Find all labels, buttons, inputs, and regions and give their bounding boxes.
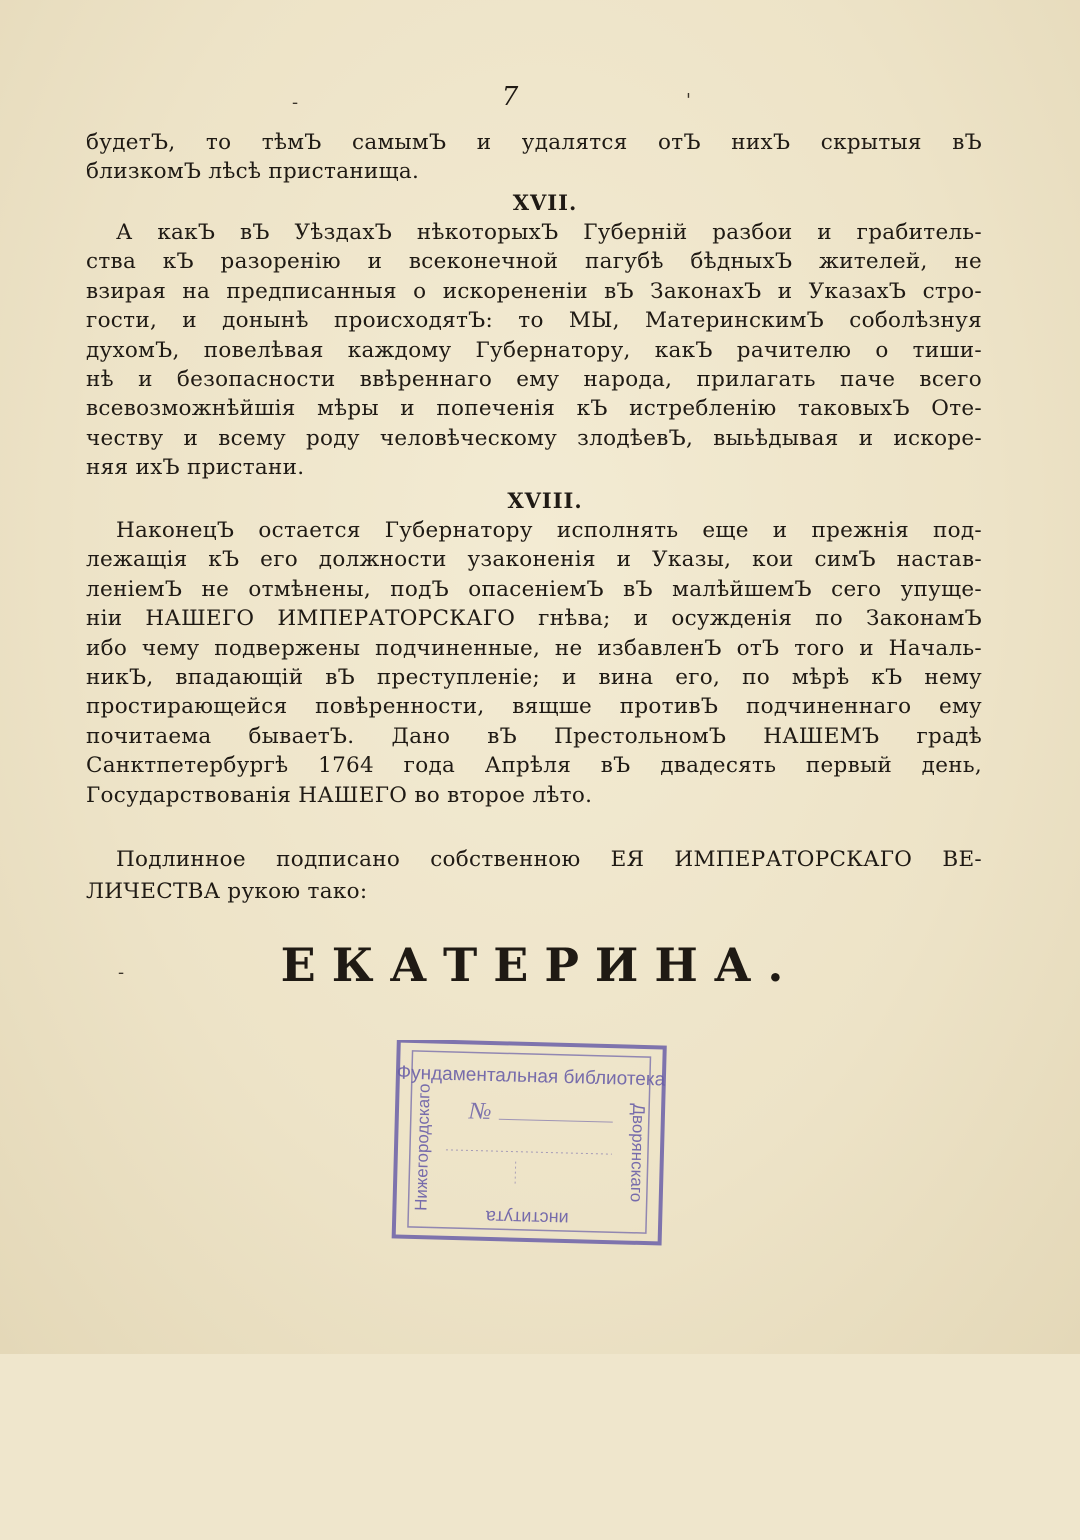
text-line: ства кЪ разоренію и всеконечной пагубѣ бѣдныхЪ жителей, не [86, 249, 982, 275]
text-line: ибо чему подвержены подчиненные, не избавленЪ отЪ того и Началь- [86, 635, 982, 661]
text-line: ніи НАШЕГО ИМПЕРАТОРСКАГО гнѣва; и осужденія по ЗаконамЪ [86, 606, 982, 632]
text-line: близкомЪ лѣсѣ пристанища. [86, 159, 420, 185]
stamp-top-text: Фундаментальная библиотека [396, 1062, 666, 1091]
text-line: почитаема бываетЪ. Дано вЪ ПрестольномЪ НАШЕМЪ градѣ [86, 723, 982, 749]
text-line: духомЪ, повелѣвая каждому Губернатору, какЪ рачителю о тиши- [86, 337, 982, 363]
text-line: Подлинное подписано собственною ЕЯ ИМПЕРАТОРСКАГО ВЕ- [116, 847, 982, 872]
text-line: всевозможнѣйшія мѣры и попеченія кЪ истребленію таковыхЪ Оте- [86, 396, 982, 422]
text-line: Государствованія НАШЕГО во второе лѣто. [86, 782, 593, 808]
text-line: взирая на предписанныя о искорененіи вЪ ЗаконахЪ и УказахЪ стро- [86, 278, 982, 304]
paragraph-continuation [86, 128, 982, 187]
stamp-dotted-line [446, 1150, 612, 1154]
text-line: няя ихЪ пристани. [86, 455, 305, 481]
text-line: Санктпетербургѣ 1764 года Апрѣля вЪ двадесять первый день, [86, 753, 982, 779]
page-mark-left: - [292, 92, 299, 113]
stamp-bottom-text: института [485, 1206, 569, 1230]
text-line: НаконецЪ остается Губернатору исполнять еще и прежнія под- [116, 518, 982, 543]
text-line: ЛИЧЕСТВА рукою тако: [86, 879, 368, 904]
section-heading-18: XVIII. [507, 488, 583, 513]
text-line: гости, и донынѣ происходятЪ: то МЫ, МатеринскимЪ соболѣзнуя [86, 308, 982, 334]
text-line: нѣ и безопасности ввѣреннаго ему народа, прилагать паче всего [86, 367, 982, 393]
page-mark-right: ' [686, 90, 691, 111]
stamp-number-label: № [468, 1098, 492, 1126]
paragraph-section-18 [86, 516, 982, 810]
library-stamp [390, 1040, 668, 1540]
stamp-number-line [499, 1119, 613, 1122]
signature-note [86, 844, 982, 908]
paragraph-section-17 [86, 218, 982, 483]
text-line: лежащія кЪ его должности узаконенія и Указы, кои симЪ настав- [86, 547, 982, 573]
signature-mark: - [118, 962, 125, 983]
text-line: будетЪ, то тѣмЪ самымЪ и удалятся отЪ нихЪ скрытыя вЪ [86, 130, 982, 155]
section-heading-17: XVII. [512, 190, 578, 215]
stamp-left-text: Нижегородскаго [411, 1083, 434, 1212]
page-number: 7 [501, 82, 519, 112]
stamp-dotted-tick [515, 1162, 516, 1186]
text-line: А какЪ вЪ УѣздахЪ нѣкоторыхЪ Губерній разбои и грабитель- [116, 220, 982, 245]
stamp-right-text: Дворянскаго [626, 1103, 649, 1203]
text-line: леніемЪ не отмѣнены, подЪ опасеніемЪ вЪ малѣйшемЪ сего упуще- [86, 576, 982, 602]
text-line: никЪ, впадающій вЪ преступленіе; и вина его, по мѣрѣ кЪ нему [86, 665, 982, 691]
text-line: простирающейся повѣренности, вящше противЪ подчиненнаго ему [86, 694, 982, 720]
text-line: честву и всему роду человѣческому злодѣевЪ, выьѣдывая и искоре- [86, 425, 982, 451]
signature-name: ЕКАТЕРИНА. [280, 938, 800, 992]
